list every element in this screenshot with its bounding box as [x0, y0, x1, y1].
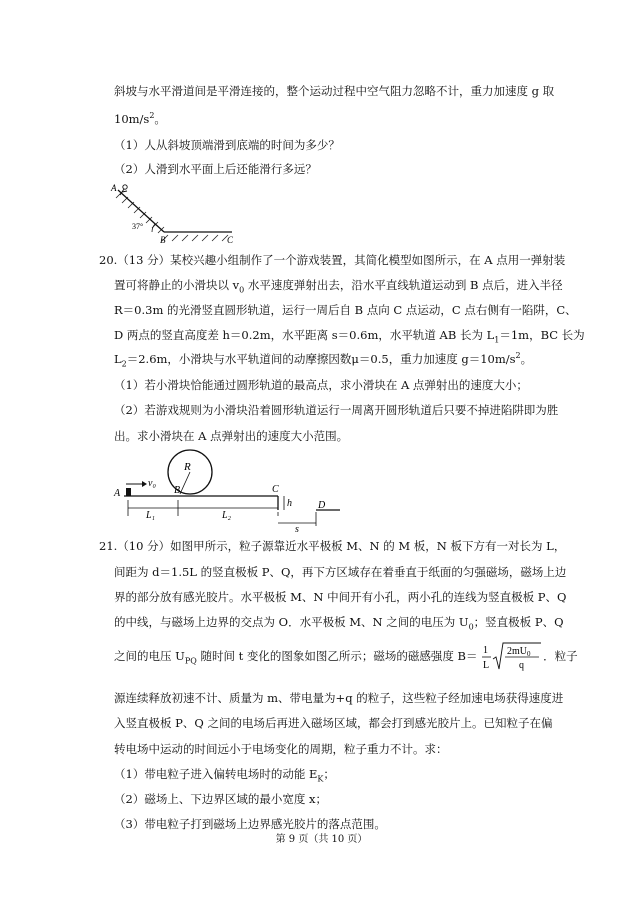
p20-line-5: [114, 351, 532, 367]
p21-line-5: [114, 640, 578, 673]
p21-line-1: 21.（10 分）如图甲所示，粒子源靠近水平极板 M、N 的 M 板，N 板下方有一对长为 L，: [99, 539, 566, 553]
magnetic-field-formula: [481, 641, 543, 673]
p20-line-4: [114, 327, 585, 343]
skier-head: [123, 185, 127, 189]
label-B: B: [160, 235, 166, 245]
p21-line-6: 源连续释放初速不计、质量为 m、带电量为+q 的粒子，这些粒子经加速电场获得速度进: [114, 691, 564, 705]
p19-line-2: [114, 111, 166, 127]
p21-q1sub: K: [317, 774, 324, 784]
label-h: h: [287, 498, 292, 509]
p21-l5a: 之间的电压 U: [114, 649, 185, 663]
formula-num2: [507, 646, 531, 658]
launcher-block: [126, 488, 131, 496]
p20-l4a: D 两点的竖直高度差 h＝0.2m，水平距离 s＝0.6m，水平轨道 AB 长为 L: [114, 328, 495, 342]
p20-l4sub: 1: [494, 335, 500, 345]
p21-line-8: 转电场中运动的时间远小于电场变化的周期，粒子重力不计。求：: [114, 742, 448, 756]
p21-l5b: 随时间 t 变化的图象如图乙所示；磁场的磁感强度 B＝: [196, 649, 478, 663]
label-L2: L₂: [222, 510, 232, 521]
v0-arrowhead: [142, 481, 147, 487]
slope-hatch: [116, 192, 228, 241]
p20-l4b: ＝1m，BC 长为: [499, 328, 585, 342]
p21-l4b: ；竖直极板 P、Q: [473, 615, 564, 629]
page-footer: 第 9 页（共 10 页）: [275, 834, 368, 845]
p21-l4sub: 0: [468, 622, 474, 632]
p19-question-2: （2）人滑到水平面上后还能滑行多远？: [114, 162, 317, 176]
p21-line-3: 界的部分放有感光胶片。水平极板 M、N 中间开有小孔，两小孔的连线为竖直极板 P、Q: [114, 590, 567, 604]
p21-question-2: （2）磁场上、下边界区域的最小宽度 x；: [114, 792, 327, 806]
p19-accel-exp: 2: [149, 111, 155, 121]
formula-num2-sub: 0: [527, 650, 531, 658]
p20-line-1: 20.（13 分）某校兴趣小组制作了一个游戏装置，其简化模型如图所示，在 A 点用一弹射装: [99, 253, 566, 267]
p21-question-3: （3）带电粒子打到磁场上边界感光胶片的落点范围。: [114, 817, 386, 831]
p20-question-2b: 出。求小滑块在 A 点弹射出的速度大小范围。: [114, 429, 349, 443]
p20-l2a: 置可将静止的小滑块以 v: [114, 278, 240, 292]
label-D: D: [318, 500, 326, 511]
p20-question-2a: （2）若游戏规则为小滑块沿着圆形轨道运行一周离开圆形轨道后只要不掉进陷阱即为胜: [114, 403, 559, 417]
p21-line-2: 间距为 d＝1.5L 的竖直极板 P、Q，再下方区域存在着垂直于纸面的匀强磁场，磁场上边: [114, 565, 567, 579]
p20-l5b: ＝2.6m，小滑块与水平轨道间的动摩擦因数μ＝0.5，重力加速度 g＝10m/s: [126, 352, 516, 366]
p20-l5a: L: [114, 352, 122, 366]
label-A: A: [111, 183, 117, 193]
label-A: A: [114, 488, 121, 499]
formula-num1: 1: [483, 645, 489, 656]
label-C: C: [272, 484, 279, 495]
label-B: B: [174, 485, 181, 496]
p20-l5sup: 2: [515, 351, 521, 361]
p20-l5c: 。: [520, 352, 533, 366]
p21-line-4: [114, 614, 564, 630]
p21-q1b: ；: [323, 767, 335, 781]
p21-q1a: （1）带电粒子进入偏转电场时的动能 E: [114, 767, 318, 781]
p21-l5c: ．粒子: [543, 649, 578, 663]
p21-l4a: 的中线，与磁场上边界的交点为 O．水平极板 M、N 之间的电压为 U: [114, 615, 469, 629]
p20-l2sub: 0: [239, 285, 245, 295]
p19-line-1: 斜坡与水平滑道间是平滑连接的，整个运动过程中空气阻力忽略不计，重力加速度 g 取: [114, 84, 555, 98]
p21-l5sub: PQ: [184, 656, 197, 666]
p20-l2b: 水平速度弹射出去，沿水平直线轨道运动到 B 点后，进入半径: [244, 278, 563, 292]
p20-l5sub: 2: [121, 359, 127, 369]
formula-den1: L: [483, 660, 490, 671]
p20-line-3: R＝0.3m 的光滑竖直圆形轨道，运行一周后自 B 点向 C 点运动，C 点右侧有一陷阱，C、: [114, 303, 577, 317]
radius-line: [180, 472, 190, 494]
p21-line-7: 入竖直极板 P、Q 之间的电场后再进入磁场区域，都会打到感光胶片上。已知粒子在偏: [114, 716, 553, 730]
label-angle: 37°: [132, 222, 144, 231]
label-C: C: [227, 235, 234, 245]
formula-den2: q: [519, 660, 525, 671]
p21-question-1: [114, 766, 335, 782]
formula-num2-main: 2mU: [507, 646, 528, 657]
label-v0: v₀: [148, 478, 156, 489]
p19-question-1: （1）人从斜坡顶端滑到底端的时间为多少？: [114, 138, 340, 152]
p19-line-2-end: 。: [154, 112, 166, 126]
label-s: s: [295, 524, 299, 534]
label-R: R: [184, 461, 191, 473]
p20-line-2: [114, 277, 563, 293]
label-L1: L₁: [146, 510, 156, 521]
p20-question-1: （1）若小滑块恰能通过圆形轨道的最高点，求小滑块在 A 点弹射出的速度大小；: [114, 378, 528, 392]
p20-track-figure: [112, 448, 342, 534]
p19-accel-value: 10m/s: [114, 112, 150, 126]
p19-slope-figure: [108, 180, 243, 246]
